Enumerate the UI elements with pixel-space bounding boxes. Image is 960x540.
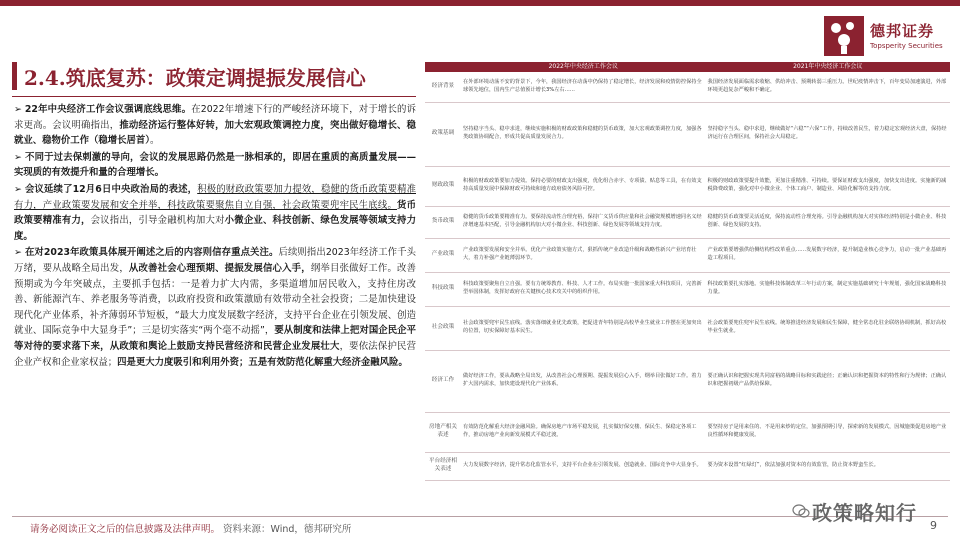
table-row: [425, 350, 950, 412]
body-text-column: [14, 102, 416, 502]
paragraph-segment: 在对2023年政策具体展开阐述之后的内容则信存重点关注。: [24, 247, 279, 259]
paragraph-segment: 货币政策要精准有力，: [14, 199, 416, 227]
table-cell-2022: 坚持稳字当头、稳中求进，继续实施积极的财政政策和稳健的货币政策，加大宏观政策调控力度，加强各类政策协调配合，形成共促高质量发展合力。: [461, 102, 706, 166]
policy-comparison-table: [425, 62, 950, 481]
title-accent: [12, 62, 17, 90]
table-cell-2022: 稳健的货币政策要精准有力。要保持流动性合理充裕，保持广义货币供应量和社会融资规模增速同名义经济增速基本匹配，引导金融机构加大对小微企业、科技创新、绿色发展等领域支持力度。: [461, 206, 706, 238]
table-cell-2021: 科技政策要扎实落地。实施科技体制改革三年行动方案，制定实施基础研究十年规划，强化国家战略科技力量。: [706, 272, 951, 306]
paragraph-segment: 积极的财政政策要加力提效，稳健的货币政策要精准有力，产业政策要发展和安全并举，科技政策要聚焦自立自强，社会政策要兜牢民生底线。: [14, 183, 416, 211]
bullet-arrow-icon: ➢: [14, 183, 22, 195]
disclaimer-link[interactable]: 请务必阅读正文之后的信息披露及法律声明。: [30, 524, 221, 535]
table-cell-2021: 要正确认识和把握实现共同富裕的战略目标和实践途径；正确认识和把握资本的特性和行为规律；正确认识和把握初级产品供给保障。: [706, 350, 951, 412]
comparison-table-panel: [425, 62, 950, 497]
table-cell-2022: 社会政策要兜牢民生底线。落实落细就业优先政策，把促进青年特别是高校毕业生就业工作摆在更加突出的位置，切实保障好基本民生。: [461, 306, 706, 350]
paragraph-segment: 不同于过去保刺激的导向，会议的发展思路仍然是一脉相承的，即居在重质的高质量发展——实现质的有效提升和量的合理增长。: [14, 151, 416, 179]
table-cell-category: 房地产相关表述: [425, 412, 461, 452]
paragraph-segment: 小微企业、科技创新、绿色发展等领域支持力度。: [14, 215, 416, 242]
table-cell-2021: 坚持稳字当头、稳中求进，继续做好“六稳”“六保”工作，持续改善民生，着力稳定宏观经济大盘，保持经济运行在合理区间，保持社会大局稳定。: [706, 102, 951, 166]
source-note: 资料来源：Wind，德邦研究所: [223, 524, 352, 535]
table-cell-category: 经济工作: [425, 350, 461, 412]
paragraph-segment: 从政策和舆论上鼓励支持民营经济和民营企业发展壮大: [109, 340, 340, 352]
table-cell-2021: 我国经济发展面临需求收缩、供给冲击、预期转弱三重压力。世纪疫情冲击下，百年变局加速演进，外部环境更趋复杂严峻和不确定。: [706, 72, 951, 102]
bullet-arrow-icon: ➢: [14, 247, 22, 259]
table-header-2021: 2021年中央经济工作会议: [706, 62, 951, 72]
brand-subtitle: Topsperity Securities: [870, 42, 943, 50]
table-cell-category: 产业政策: [425, 238, 461, 272]
table-cell-2022: 积极的财政政策要加力提效。保持必要的财政支出强度，优化组合赤字、专项债、贴息等工具，在有效支持高质量发展中保障财政可持续和地方政府债务风险可控。: [461, 166, 706, 206]
table-cell-2022: 科技政策要聚焦自立自强。要有力统筹教育、科技、人才工作。布局实施一批国家重大科技项目，完善新型举国体制，发挥好政府在关键核心技术攻关中的组织作用。: [461, 272, 706, 306]
table-header-2022: 2022年中央经济工作会议: [461, 62, 706, 72]
table-cell-2021: 要坚持房子是用来住的、不是用来炒的定位，加强预期引导，探索新的发展模式，因城施策促进房地产业良性循环和健康发展。: [706, 412, 951, 452]
table-cell-2021: 产业政策要增强供给侧结构性改革重点……发展数字经济，提升制造业核心竞争力，启动一批产业基础再造工程项目。: [706, 238, 951, 272]
table-row: [425, 452, 950, 480]
top-accent-bar: [0, 0, 960, 6]
table-cell-2021: 要为资本设置“红绿灯”，依法加强对资本的有效监管，防止资本野蛮生长。: [706, 452, 951, 480]
paragraph-segment: 会议延续了12月6日中央政治局的表述，: [24, 183, 198, 195]
watermark-text: 政策略知行: [812, 501, 917, 525]
page-number: 9: [930, 519, 937, 532]
paragraph-segment: 要从制度和法律上把对国企民企平等对待的要求落下来，: [14, 325, 416, 352]
table-header-row: [425, 62, 950, 72]
page-title: 2.4.筑底复苏：政策定调提振发展信心: [24, 66, 366, 90]
table-row: [425, 166, 950, 206]
table-header-category: [425, 62, 461, 72]
table-cell-2022: 在外部环境动荡不安的背景下，今年，我国经济在动荡中仍保持了稳定增长，经济发展和疫情防控保持全球领先地位，国内生产总值预计增长3%左右……: [461, 72, 706, 102]
table-cell-category: 平台经济相关表述: [425, 452, 461, 480]
table-cell-2021: 社会政策要兜住兜牢民生底线。统筹推进经济发展和民生保障，健全常态化驻企联络协调机制，抓好高校毕业生就业。: [706, 306, 951, 350]
table-row: [425, 238, 950, 272]
table-cell-2021: 积极的财政政策要提升效能，更加注重精准、可持续。要保证财政支出强度，加快支出进度。实施新的减税降费政策，强化对中小微企业、个体工商户、制造业、风险化解等的支持力度。: [706, 166, 951, 206]
bullet-paragraph: [14, 150, 416, 181]
paragraph-segment: ，要依法保护民营企业产权和企业家权益；: [14, 340, 416, 368]
table-row: [425, 306, 950, 350]
table-row: [425, 102, 950, 166]
paragraph-segment: 四是更大力度吸引和利用外资；五是有效防范化解重大经济金融风险。: [117, 356, 408, 368]
table-row: [425, 72, 950, 102]
paragraph-segment: 。: [149, 135, 160, 147]
paragraph-segment: 推动经济运行整体好转，加大宏观政策调控力度，突出做好稳增长、稳就业、稳物价工作（稳增长居首）: [14, 119, 416, 147]
table-cell-2022: 产业政策要发展和安全并举。优化产业政策实施方式，狠抓传统产业改造升级和战略性新兴产业培育壮大，着力补强产业链薄弱环节。: [461, 238, 706, 272]
table-row: [425, 272, 950, 306]
table-cell-2022: 做好经济工作，要从战略全局出发，从改善社会心理预期、提振发展信心入手，纲举目张做好工作。着力扩大国内需求，加快建设现代化产业体系。: [461, 350, 706, 412]
bullet-paragraph: [14, 182, 416, 244]
table-cell-category: 社会政策: [425, 306, 461, 350]
brand-logo-icon: [822, 14, 866, 58]
brand-logo: [822, 14, 952, 62]
table-cell-category: 财政政策: [425, 166, 461, 206]
paragraph-segment: 会议指出，引导金融机构加大对: [90, 215, 225, 227]
table-cell-2022: 有效防范化解重大经济金融风险。确保房地产市场平稳发展，扎实做好保交楼、保民生、保稳定各项工作，推动房地产业向新发展模式平稳过渡。: [461, 412, 706, 452]
bullet-paragraph: [14, 245, 416, 370]
paragraph-segment: 后续则指出2023年经济工作千头万绪，要从战略全局出发，: [14, 247, 416, 274]
title-divider: [12, 96, 416, 97]
table-cell-category: 科技政策: [425, 272, 461, 306]
paragraph-segment: 在2022年增速下行的严峻经济环境下，对于增长的诉求更高。会议明确指出，: [14, 104, 416, 131]
table-row: [425, 412, 950, 452]
table-row: [425, 206, 950, 238]
table-cell-category: 政策基调: [425, 102, 461, 166]
table-cell-category: 货币政策: [425, 206, 461, 238]
table-cell-2022: 大力发展数字经济，提升常态化监管水平，支持平台企业在引领发展、创造就业、国际竞争中大显身手。: [461, 452, 706, 480]
paragraph-segment: 纲举目张做好工作。改善预期或为今年突破点，主要抓手包括：一是着力扩大内需，多渠道增加居民收入，支持住房改善、新能源汽车、养老服务等消费，以政府投资和政策激励有效带动全社会投资；二是加快建设现代化产业体系，补齐薄弱环节短板，“最大力度发展数字经济，支持平台企业在引领发展、创造就业、国际竞争中大显身手”；三是切实落实“两个毫不动摇”，: [14, 262, 416, 337]
table-cell-category: 经济背景: [425, 72, 461, 102]
wechat-icon: [792, 504, 810, 518]
bullet-arrow-icon: ➢: [14, 151, 22, 163]
paragraph-segment: 22年中央经济工作会议强调底线思维。: [24, 104, 192, 115]
table-cell-2021: 稳健的货币政策要灵活适度，保持流动性合理充裕。引导金融机构加大对实体经济特别是小微企业、科技创新、绿色发展的支持。: [706, 206, 951, 238]
brand-name: 德邦证券: [870, 22, 935, 40]
paragraph-segment: 从改善社会心理预期、提振发展信心入手，: [128, 262, 311, 274]
footer-text: [30, 521, 351, 535]
bullet-paragraph: [14, 102, 416, 149]
bullet-arrow-icon: ➢: [14, 104, 22, 115]
